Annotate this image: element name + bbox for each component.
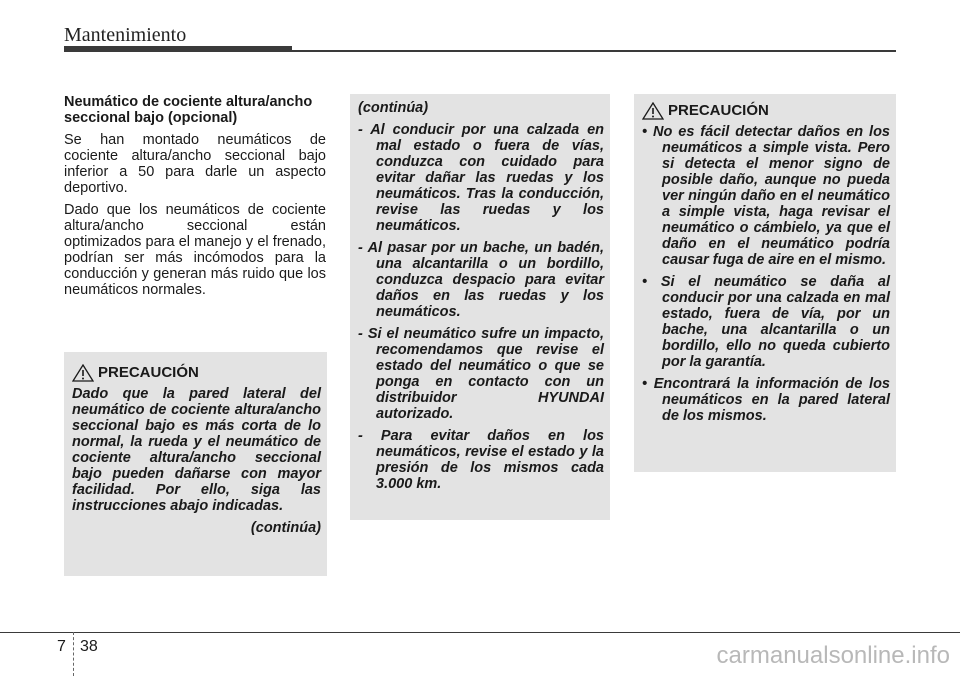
list-item: • Si el neumático se daña al conducir por una calzada en mal estado, fuera de vía, por un bache, una alcantarilla o un bordillo, ello no queda cubierto por la garantía. [642, 274, 890, 370]
chapter-number: 7 [57, 638, 66, 655]
caution-box-1 [64, 352, 327, 576]
caution-title-2 [642, 102, 890, 120]
caution-box-continued [350, 94, 610, 520]
footer-separator [73, 632, 74, 676]
warning-icon [642, 102, 664, 120]
caution-text-1: Dado que la pared lateral del neumático de cociente altura/ancho seccional bajo es más corta de lo normal, la rueda y el neumático de cociente altura/ancho seccional bajo pueden dañarse con mayor facilidad. Por ello, siga las instrucciones abajo indicadas. [72, 386, 321, 514]
list-item: - Para evitar daños en los neumáticos, revise el estado y la presión de los mismos cada 3.000 km. [358, 428, 604, 492]
caution-title-text: PRECAUCIÓN [668, 102, 769, 119]
page-header-title: Mantenimiento [64, 24, 187, 46]
caution-title-1 [72, 364, 321, 382]
caution-box-2 [634, 94, 896, 472]
footer-rule [0, 632, 960, 633]
continued-heading: (continúa) [358, 100, 429, 116]
warning-icon [72, 364, 94, 382]
section-heading: Neumático de cociente altura/ancho seccional bajo (opcional) [64, 94, 313, 126]
intro-paragraph-1: Se han montado neumáticos de cociente altura/ancho seccional bajo inferior a 50 para darle un aspecto deportivo. [64, 132, 326, 196]
list-item: - Al pasar por un bache, un badén, una alcantarilla o un bordillo, conduzca despacio para evitar daños en las ruedas y los neumáticos. [358, 240, 604, 320]
intro-column [64, 94, 326, 304]
page-number: 38 [80, 638, 98, 655]
header-rule-thin [292, 50, 896, 52]
caution-title-text: PRECAUCIÓN [98, 364, 199, 381]
continues-label: (continúa) [250, 520, 321, 536]
intro-paragraph-2: Dado que los neumáticos de cociente altura/ancho seccional están optimizados para el manejo y el frenado, podrían ser más incómodos para la conducción y generan más ruido que los neumáticos normales. [64, 202, 326, 298]
list-item: - Si el neumático sufre un impacto, recomendamos que revise el estado del neumático o que se ponga en contacto con un distribuidor HYUNDAI autorizado. [358, 326, 604, 422]
header-rule-thick [64, 46, 292, 52]
watermark: carmanualsonline.info [716, 642, 950, 669]
list-item: • No es fácil detectar daños en los neumáticos a simple vista. Pero si detecta el menor signo de posible daño, aunque no pueda ver ningún daño en el neumático a simple vista, haga revisar el neumático o cámbielo, ya que el daño en el neumático podría causar fuga de aire en el mismo. [642, 124, 890, 268]
list-item: • Encontrará la información de los neumáticos en la pared lateral de los mismos. [642, 376, 890, 424]
list-item: - Al conducir por una calzada en mal estado o fuera de vías, conduzca con cuidado para evitar dañar las ruedas y los neumáticos. Tras la conducción, revise las ruedas y los neumáticos. [358, 122, 604, 234]
